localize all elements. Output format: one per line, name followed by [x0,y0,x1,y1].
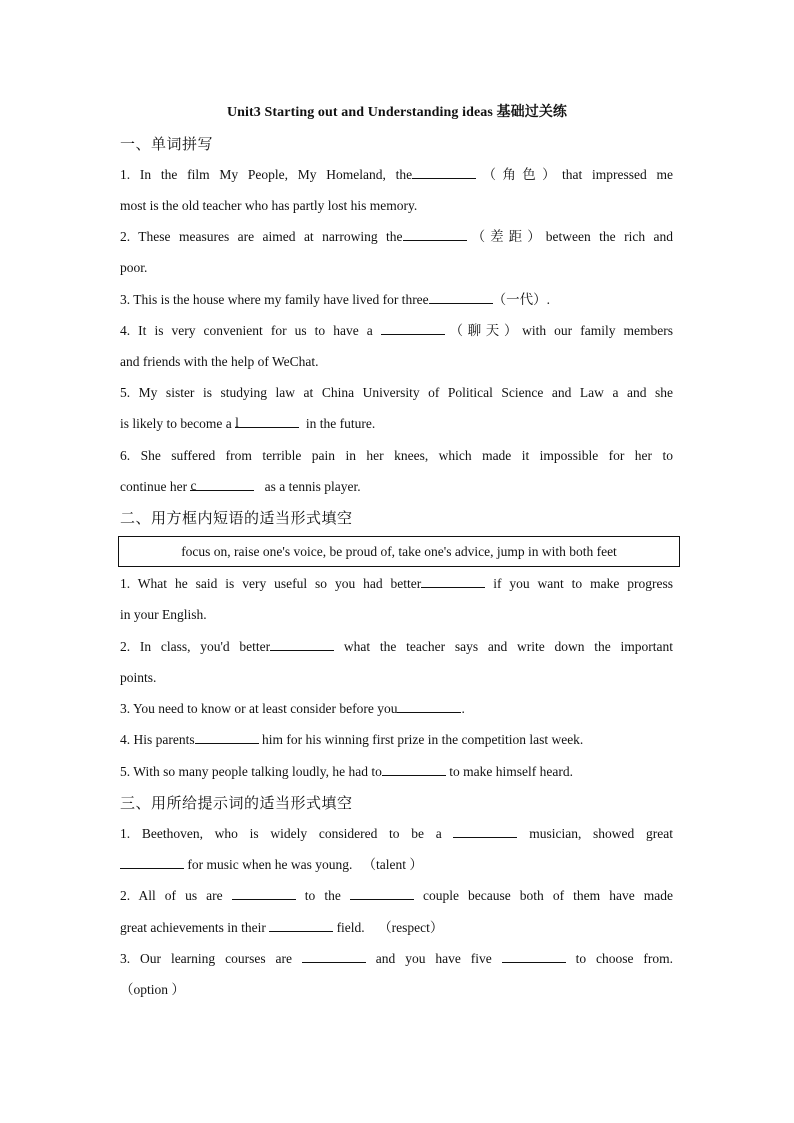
section-heading-2: 二、用方框内短语的适当形式填空 [120,509,353,527]
answer-blank[interactable] [232,887,296,900]
question-2-1-line-1: 1. What he said is very useful so you had better if you want to make progress [120,576,673,591]
answer-blank[interactable] [302,950,366,963]
phrase-box: focus on, raise one's voice, be proud of, take one's advice, jump in with both feet [118,536,680,567]
section-heading-1: 一、单词拼写 [120,135,214,153]
answer-blank[interactable]: l [235,415,299,428]
question-1-4-line-2: and friends with the help of WeChat. [120,354,319,369]
section-heading-3: 三、用所给提示词的适当形式填空 [120,794,353,812]
question-2-5-line-1: 5. With so many people talking loudly, he had to to make himself heard. [120,764,574,779]
answer-blank[interactable] [403,228,467,241]
question-2-3-line-1: 3. You need to know or at least consider before you . [120,701,465,716]
answer-blank[interactable] [120,856,184,869]
question-1-3-line-1: 3. This is the house where my family have lived for three （一代）. [120,292,551,308]
answer-blank[interactable] [269,919,333,932]
question-2-4-line-1: 4. His parents him for his winning first prize in the competition last week. [120,732,584,747]
answer-blank[interactable] [350,887,414,900]
question-3-3-line-2: （option ） [120,982,185,997]
answer-blank[interactable] [412,166,476,179]
question-1-1-line-2: most is the old teacher who has partly lost his memory. [120,198,418,213]
question-3-3-line-1: 3. Our learning courses are and you have five to choose from. [120,951,674,966]
answer-blank[interactable] [381,322,445,335]
answer-blank[interactable]: c [190,478,254,491]
question-1-2-line-2: poor. [120,260,148,275]
question-1-2-line-1: 2. These measures are aimed at narrowing the （差距）between the rich and [120,229,674,245]
question-1-5-line-2: is likely to become a l in the future. [120,415,376,431]
question-1-5-line-1: 5. My sister is studying law at China University of Political Science and Law a and she [120,385,673,400]
answer-blank[interactable] [421,575,485,588]
question-2-2-line-1: 2. In class, you'd better what the teacher says and write down the important [120,639,674,654]
answer-blank[interactable] [397,700,461,713]
answer-blank[interactable] [270,638,334,651]
question-3-1-line-2: for music when he was young. （talent ） [120,849,673,880]
question-3-2-line-2: great achievements in their field. （respect） [120,920,444,935]
question-1-1-line-1: 1. In the film My People, My Homeland, the （角色）that impressed me [120,167,673,183]
page-title: Unit3 Starting out and Understanding ideas 基础过关练 [226,105,568,120]
answer-blank[interactable] [453,825,517,838]
question-1-6-line-2: continue her c as a tennis player. [120,478,361,494]
answer-blank[interactable] [502,950,566,963]
question-3-1-line-1: 1. Beethoven, who is widely considered to be a musician, showed great [120,826,673,841]
question-2-1-line-2: in your English. [120,607,207,622]
question-1-6-line-1: 6. She suffered from terrible pain in her knees, which made it impossible for her to [120,448,673,463]
question-2-2-line-2: points. [120,670,157,685]
answer-blank[interactable] [195,731,259,744]
question-1-4-line-1: 4. It is very convenient for us to have a （聊天）with our family members [120,323,673,339]
answer-blank[interactable] [429,291,493,304]
answer-blank[interactable] [382,763,446,776]
question-3-2-line-1: 2. All of us are to the couple because both of them have made [120,888,674,903]
